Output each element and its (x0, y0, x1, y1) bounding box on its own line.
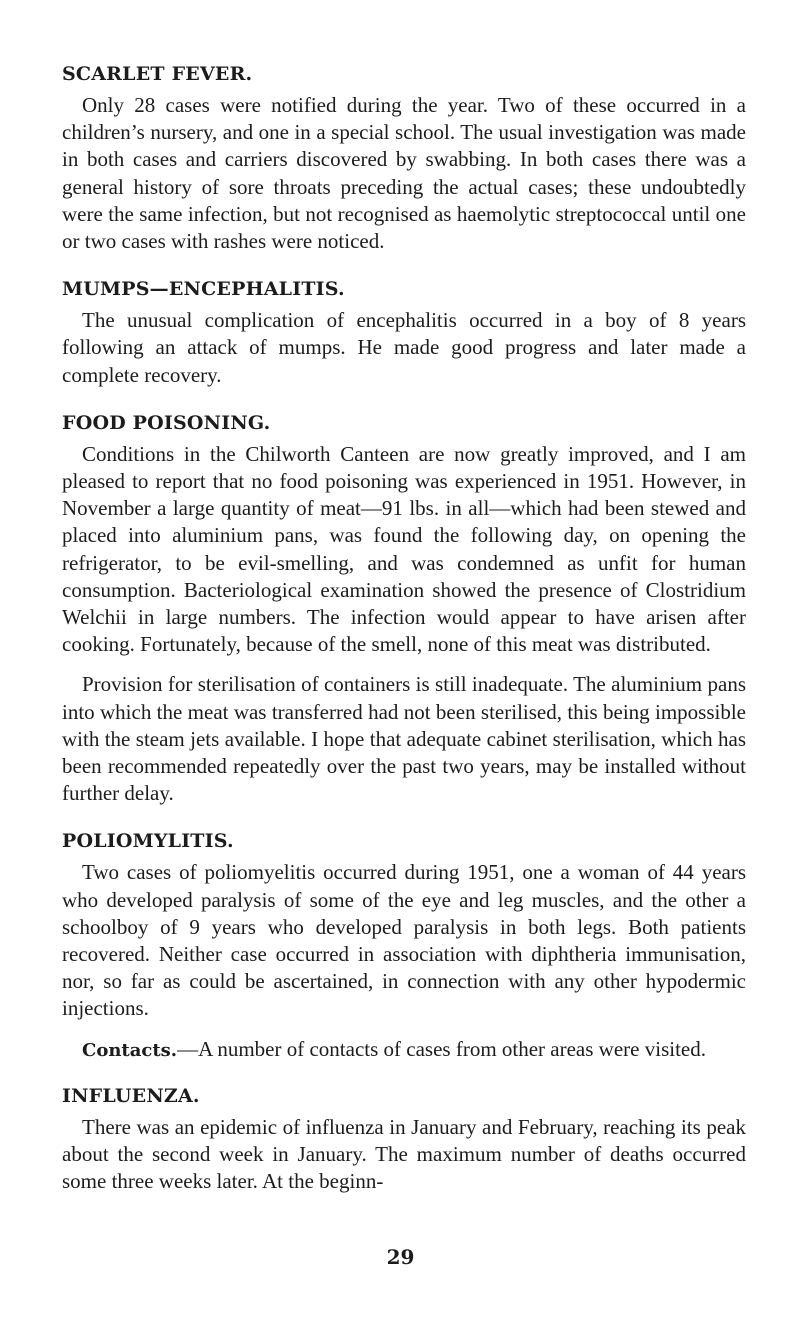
section-heading: MUMPS—ENCEPHALITIS. (62, 278, 345, 301)
section-heading: INFLUENZA. (62, 1084, 200, 1107)
paragraph: The unusual complication of encephalitis occurred in a boy of 8 years following an attack of mumps. He made good progress and later made a complete recovery. (62, 308, 746, 387)
section-heading: SCARLET FEVER. (62, 63, 253, 85)
section-heading: POLIOMYLITIS. (62, 830, 234, 853)
paragraph: Conditions in the Chilworth Canteen are now greatly improved, and I am pleased to report that no food poisoning was experienced in 1951. However, in November a large quantity of meat—91 lbs. in all—which had been stewed and placed into aluminium pans, was found the following day, on opening the refrigerator, to be evil-smelling, and was condemned as unfit for human consumption. Bacteriological examination showed the presence of Clostridium Welchii in large numbers. The infection would appear to have arisen after cooking. Fortunately, because of the smell, none of this meat was distributed. (62, 441, 746, 657)
section-influenza (62, 1084, 746, 1196)
contacts-label: Contacts. (82, 1039, 178, 1061)
paragraph: Only 28 cases were notified during the year. Two of these occurred in a children’s nursery, and one in a special school. The usual investigation was made in both cases and carriers discovered by swabbing. In both cases there was a general history of sore throats preceding the actual cases; these undoubtedly were the same infection, but not recognised as haemolytic streptococcal until one or two cases with rashes were noticed. (62, 93, 746, 254)
paragraph: There was an epidemic of influenza in January and February, reaching its peak about the second week in January. The maximum number of deaths occurred some three weeks later. At the beginn- (62, 1114, 746, 1194)
section-food-poisoning (62, 411, 746, 808)
page-number: 29 (386, 1245, 415, 1269)
section-poliomylitis (62, 829, 746, 1063)
section-heading: FOOD POISONING. (62, 411, 271, 434)
document-page (62, 62, 746, 1220)
paragraph: Provision for sterilisation of containers is still inadequate. The aluminium pans into which the meat was transferred had not been sterilised, this being impossible with the steam jets available. I hope that adequate cabinet sterilisation, which has been recommended repeatedly over the past two years, may be installed without further delay. (62, 672, 746, 806)
section-mumps-encephalitis (62, 277, 746, 389)
paragraph: Two cases of poliomyelitis occurred during 1951, one a woman of 44 years who developed paralysis of some of the eye and leg muscles, and the other a schoolboy of 9 years who developed paralysis in both legs. Both patients recovered. Neither case occurred in association with diphtheria immunisation, nor, so far as could be ascertained, in connection with any other hypodermic injections. (62, 860, 746, 1021)
contacts-paragraph (62, 1036, 746, 1064)
contacts-text: —A number of contacts of cases from other areas were visited. (177, 1036, 706, 1061)
section-scarlet-fever (62, 62, 746, 255)
